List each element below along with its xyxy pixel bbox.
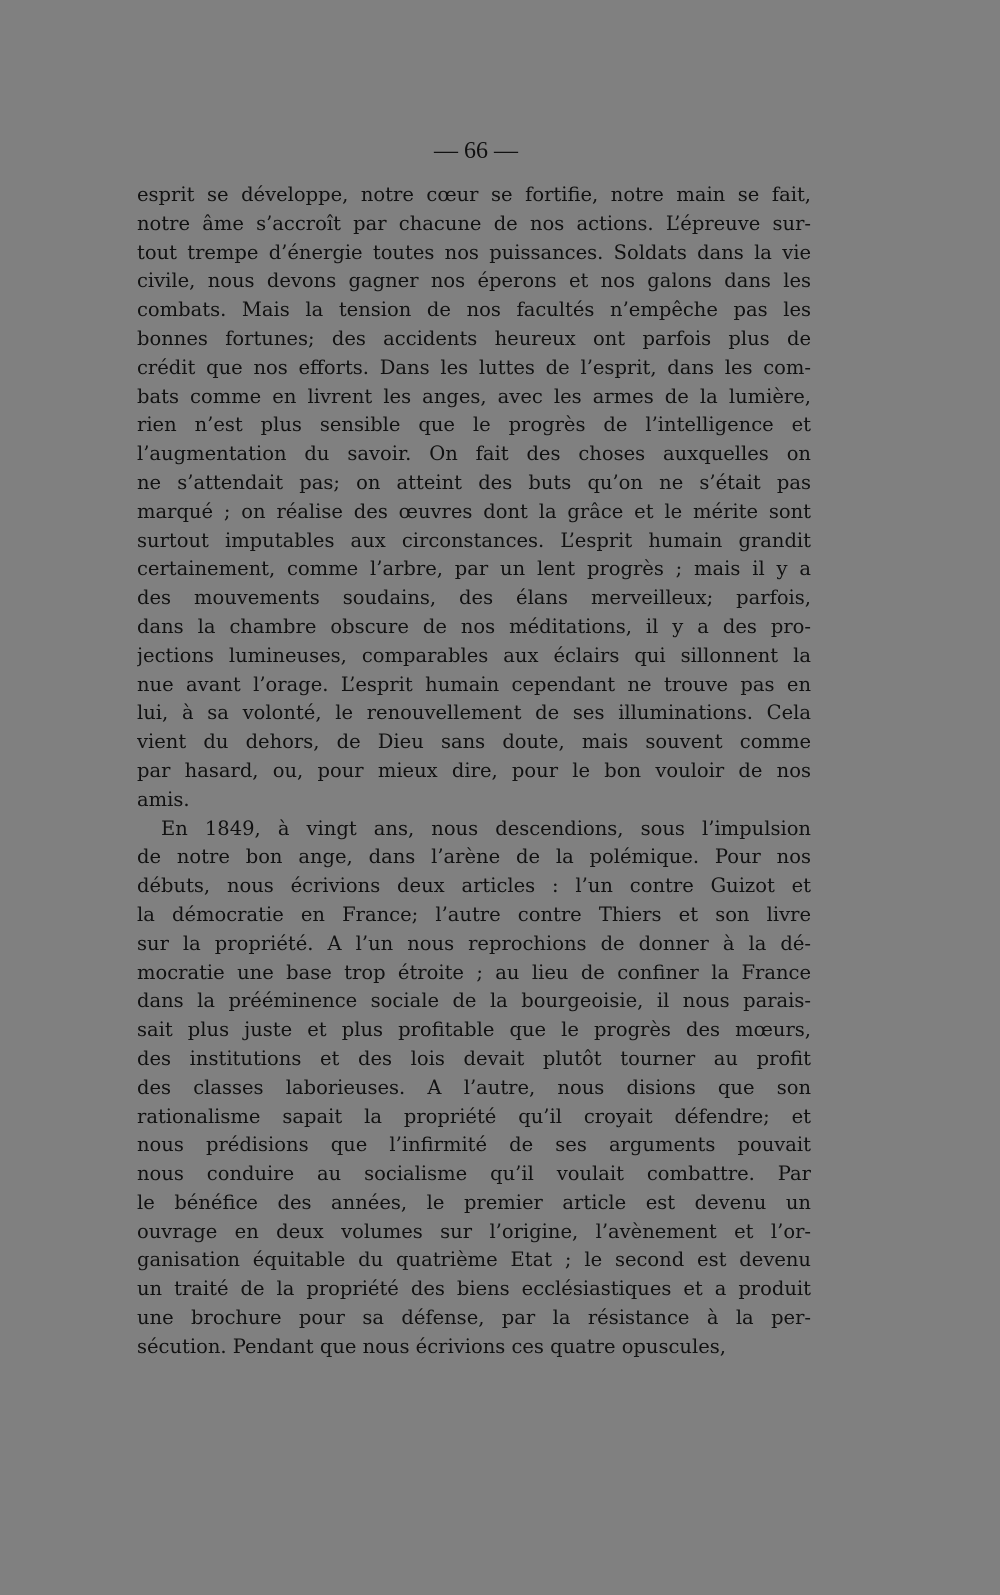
- text-line: par hasard, ou, pour mieux dire, pour le bon vouloir de nos: [137, 758, 811, 782]
- text-line: ne s’attendait pas; on atteint des buts qu’on ne s’était pas: [137, 470, 811, 494]
- text-line: des classes laborieuses. A l’autre, nous disions que son: [137, 1075, 811, 1099]
- text-line: En 1849, à vingt ans, nous descendions, sous l’impulsion: [161, 816, 811, 840]
- text-line: certainement, comme l’arbre, par un lent progrès ; mais il y a: [137, 557, 811, 581]
- text-line: rationalisme sapait la propriété qu’il croyait défendre; et: [137, 1104, 811, 1128]
- text-line: ganisation équitable du quatrième Etat ; le second est devenu: [137, 1248, 811, 1272]
- text-line: mocratie une base trop étroite ; au lieu de confiner la France: [137, 960, 811, 984]
- text-line: de notre bon ange, dans l’arène de la polémique. Pour nos: [137, 845, 811, 869]
- text-line: combats. Mais la tension de nos facultés n’empêche pas les: [137, 298, 811, 322]
- text-line: rien n’est plus sensible que le progrès de l’intelligence et: [137, 413, 811, 437]
- text-line: esprit se développe, notre cœur se fortifie, notre main se fait,: [137, 183, 811, 206]
- text-line: surtout imputables aux circonstances. L’esprit humain grandit: [137, 528, 811, 552]
- body-text: [137, 181, 811, 1362]
- text-line: bonnes fortunes; des accidents heureux ont parfois plus de: [137, 326, 811, 350]
- text-line: l’augmentation du savoir. On fait des choses auxquelles on: [137, 442, 811, 466]
- page-number: — 66 —: [434, 138, 518, 164]
- text-line: sur la propriété. A l’un nous reprochions de donner à la dé-: [137, 931, 811, 955]
- text-line: nue avant l’orage. L’esprit humain cependant ne trouve pas en: [137, 672, 811, 696]
- text-line: un traité de la propriété des biens ecclésiastiques et a produit: [137, 1277, 811, 1301]
- text-line: amis.: [137, 787, 190, 811]
- text-line: des institutions et des lois devait plutôt tourner au profit: [137, 1046, 811, 1070]
- text-line: vient du dehors, de Dieu sans doute, mais souvent comme: [137, 730, 811, 754]
- text-line: bats comme en livrent les anges, avec les armes de la lumière,: [137, 384, 811, 408]
- text-line: le bénéfice des années, le premier article est devenu un: [137, 1190, 811, 1214]
- text-line: dans la chambre obscure de nos méditations, il y a des pro-: [137, 614, 811, 638]
- text-line: jections lumineuses, comparables aux éclairs qui sillonnent la: [137, 643, 811, 667]
- text-line: nous conduire au socialisme qu’il voulait combattre. Par: [137, 1162, 811, 1186]
- text-line: civile, nous devons gagner nos éperons et nos galons dans les: [137, 269, 811, 293]
- text-line: marqué ; on réalise des œuvres dont la grâce et le mérite sont: [137, 499, 811, 523]
- text-line: ouvrage en deux volumes sur l’origine, l’avènement et l’or-: [137, 1219, 811, 1243]
- text-line: une brochure pour sa défense, par la résistance à la per-: [137, 1306, 811, 1330]
- text-line: débuts, nous écrivions deux articles : l’un contre Guizot et: [137, 874, 811, 898]
- text-line: tout trempe d’énergie toutes nos puissances. Soldats dans la vie: [137, 240, 811, 264]
- text-line: sait plus juste et plus profitable que le progrès des mœurs,: [137, 1018, 811, 1042]
- text-line: lui, à sa volonté, le renouvellement de ses illuminations. Cela: [137, 701, 811, 725]
- text-line: sécution. Pendant que nous écrivions ces quatre opuscules,: [137, 1334, 726, 1358]
- text-line: des mouvements soudains, des élans merveilleux; parfois,: [137, 586, 811, 610]
- text-line: dans la prééminence sociale de la bourgeoisie, il nous parais-: [137, 989, 811, 1013]
- text-line: crédit que nos efforts. Dans les luttes de l’esprit, dans les com-: [137, 355, 811, 379]
- text-line: nous prédisions que l’infirmité de ses arguments pouvait: [137, 1133, 811, 1157]
- text-line: la démocratie en France; l’autre contre Thiers et son livre: [137, 902, 811, 926]
- text-line: notre âme s’accroît par chacune de nos actions. L’épreuve sur-: [137, 211, 811, 235]
